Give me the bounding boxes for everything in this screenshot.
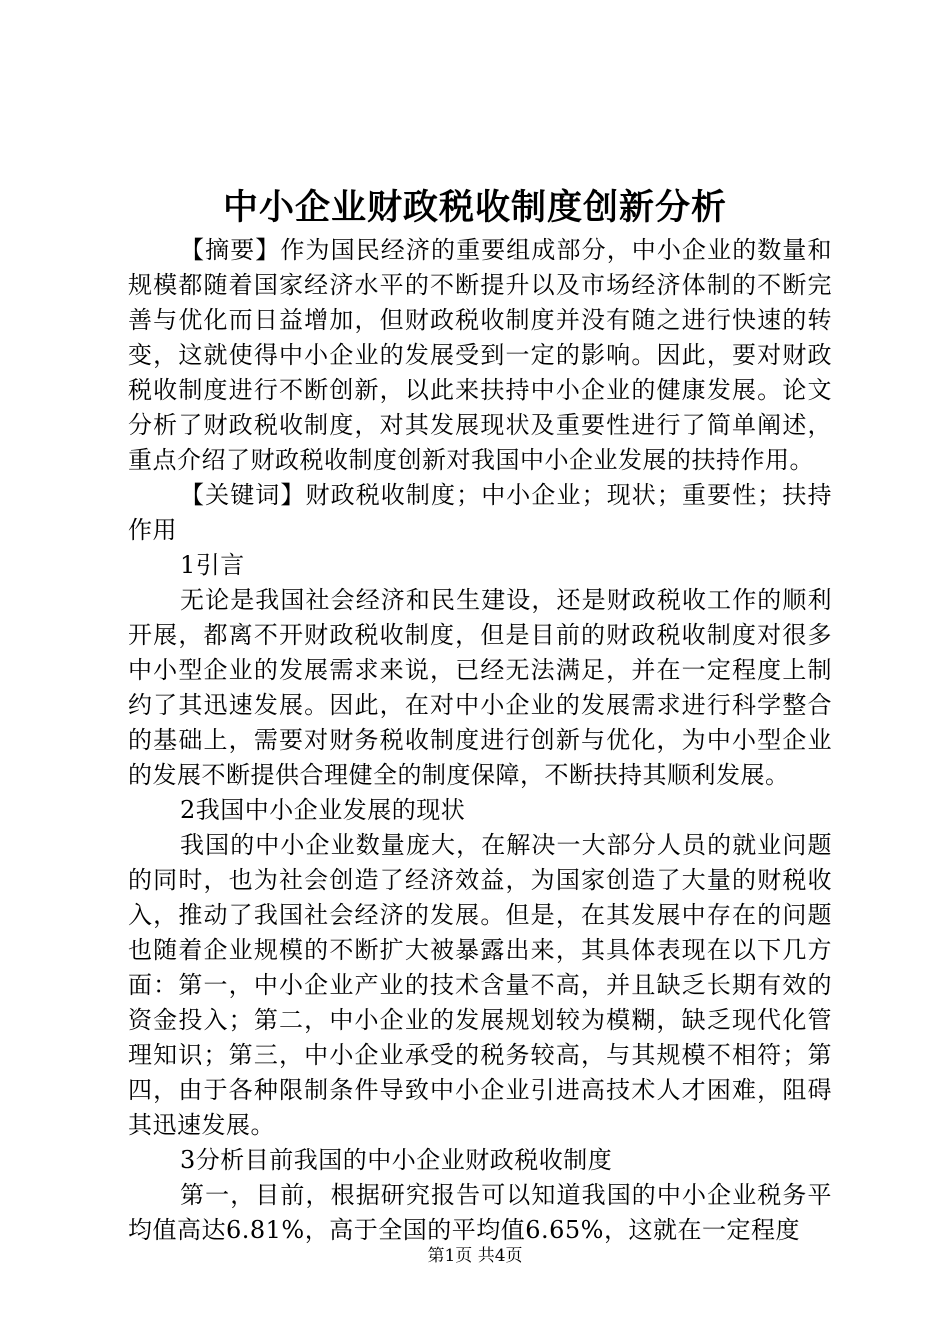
- keywords-paragraph: 【关键词】财政税收制度；中小企业；现状；重要性；扶持作用: [128, 481, 832, 544]
- document-title: 中小企业财政税收制度创新分析: [222, 187, 727, 228]
- page-footer: 第1页 共4页: [427, 1246, 523, 1266]
- section-paragraph-3: 第一，目前，根据研究报告可以知道我国的中小企业税务平均值高达6.81%，高于全国的平均值6.65%，这就在一定程度: [128, 1181, 832, 1244]
- section-paragraph-1: 无论是我国社会经济和民生建设，还是财政税收工作的顺利开展，都离不开财政税收制度，但是目前的财政税收制度对很多中小型企业的发展需求来说，已经无法满足，并在一定程度上制约了其迅速发展。因此，在对中小企业的发展需求进行科学整合的基础上，需要对财务税收制度进行创新与优化，为中小型企业的发展不断提供合理健全的制度保障，不断扶持其顺利发展。: [128, 586, 832, 789]
- section-heading-1: 1引言: [180, 551, 245, 579]
- abstract-paragraph: 【摘要】作为国民经济的重要组成部分，中小企业的数量和规模都随着国家经济水平的不断提升以及市场经济体制的不断完善与优化而日益增加，但财政税收制度并没有随之进行快速的转变，这就使得中小企业的发展受到一定的影响。因此，要对财政税收制度进行不断创新，以此来扶持中小企业的健康发展。论文分析了财政税收制度，对其发展现状及重要性进行了简单阐述，重点介绍了财政税收制度创新对我国中小企业发展的扶持作用。: [128, 236, 832, 474]
- section-heading-3: 3分析目前我国的中小企业财政税收制度: [180, 1146, 613, 1174]
- section-paragraph-2: 我国的中小企业数量庞大，在解决一大部分人员的就业问题的同时，也为社会创造了经济效益，为国家创造了大量的财税收入，推动了我国社会经济的发展。但是，在其发展中存在的问题也随着企业规模的不断扩大被暴露出来，其具体表现在以下几方面：第一，中小企业产业的技术含量不高，并且缺乏长期有效的资金投入；第二，中小企业的发展规划较为模糊，缺乏现代化管理知识；第三，中小企业承受的税务较高，与其规模不相符；第四，由于各种限制条件导致中小企业引进高技术人才困难，阻碍其迅速发展。: [128, 831, 832, 1139]
- document-body: [128, 233, 832, 1248]
- section-heading-2: 2我国中小企业发展的现状: [180, 796, 466, 824]
